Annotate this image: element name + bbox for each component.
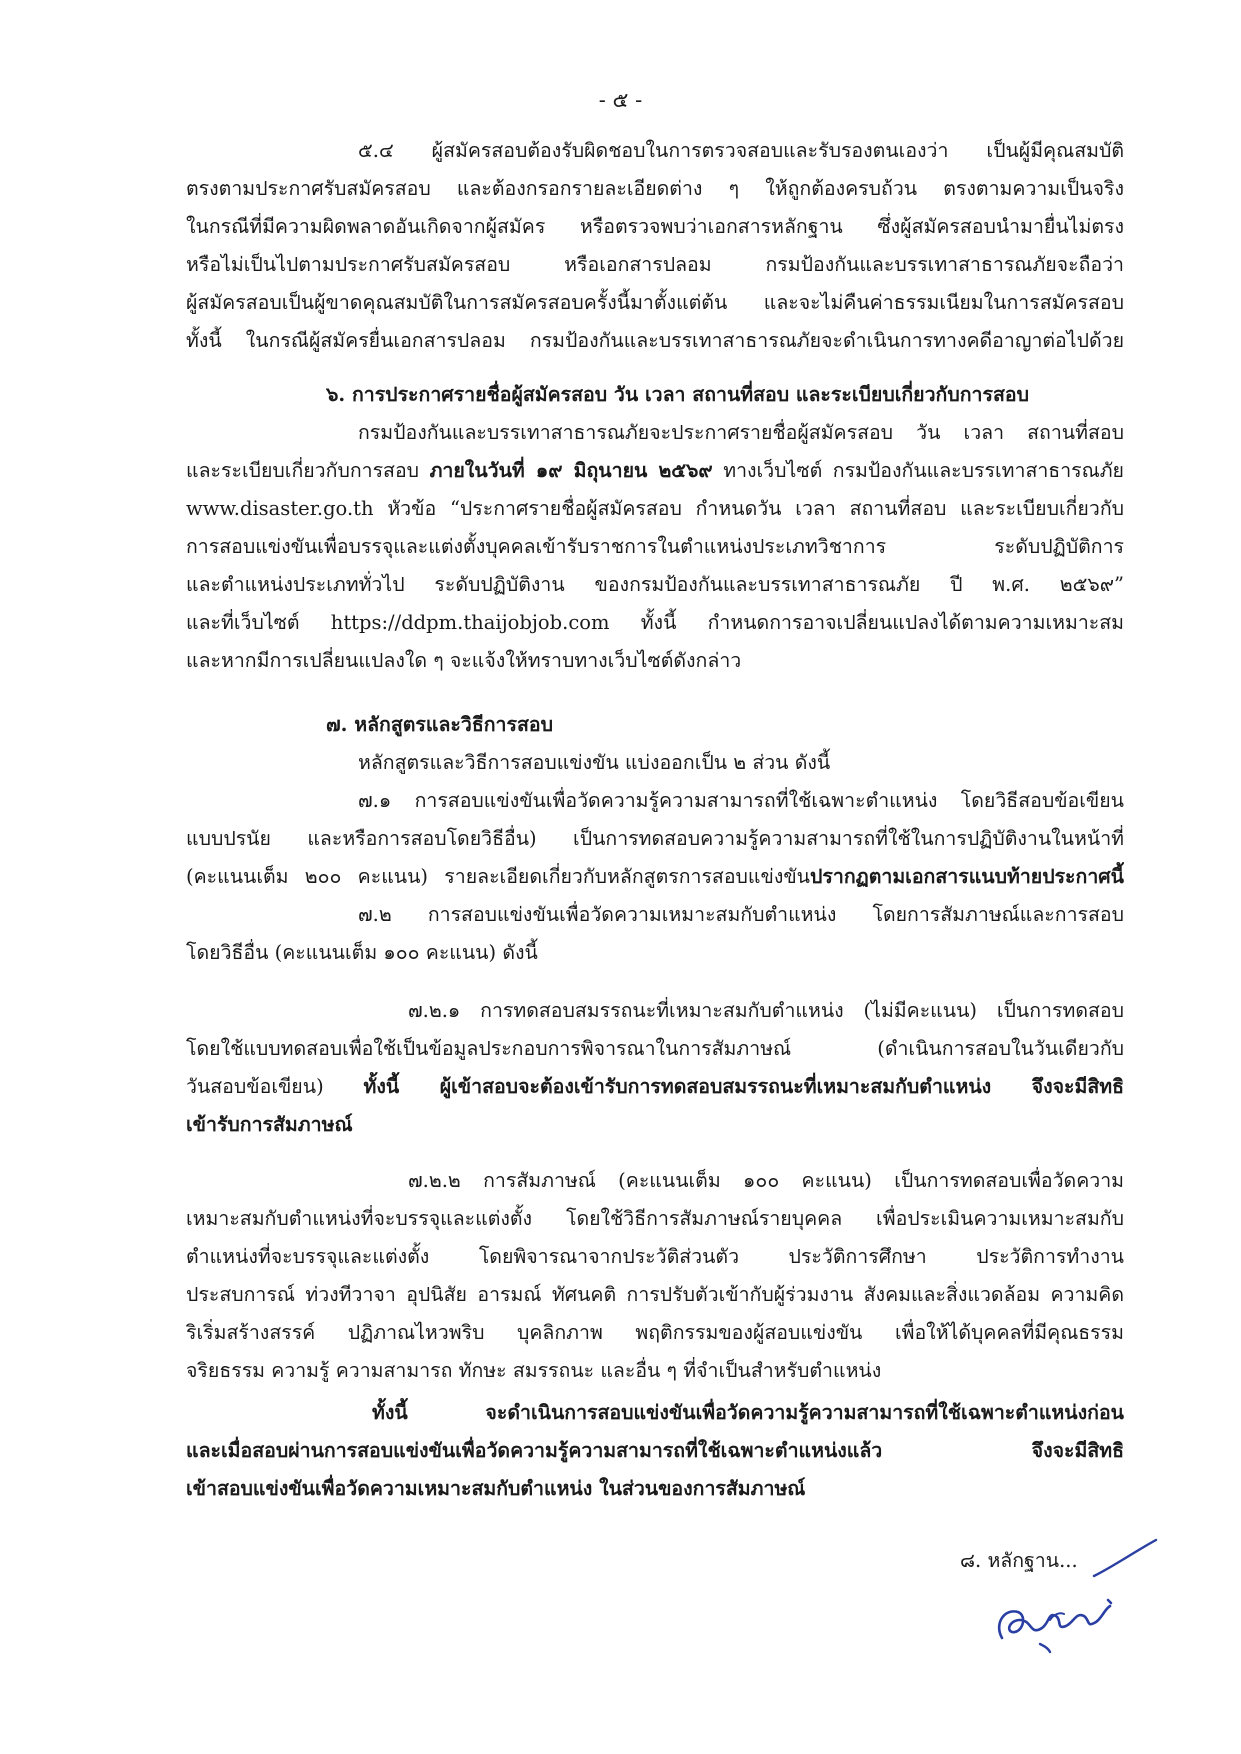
text-run: (คะแนนเต็ม ๒๐๐ คะแนน) รายละเอียดเกี่ยวกับหลักสูตรการสอบแข่งขัน — [186, 865, 811, 888]
handwritten-signature-icon — [990, 1586, 1120, 1656]
paragraph-line: การสอบแข่งขันเพื่อบรรจุและแต่งตั้งบุคคลเข้ารับราชการในตำแหน่งประเภทวิชาการ ระดับปฏิบัติการ — [186, 535, 1124, 558]
section-heading-6: ๖. การประกาศรายชื่อผู้สมัครสอบ วัน เวลา สถานที่สอบ และระเบียบเกี่ยวกับการสอบ — [326, 383, 1029, 406]
paragraph-line: ๗.๒.๒ การสัมภาษณ์ (คะแนนเต็ม ๑๐๐ คะแนน) เป็นการทดสอบเพื่อวัดความ — [408, 1169, 1124, 1192]
paragraph-line: ๕.๔ ผู้สมัครสอบต้องรับผิดชอบในการตรวจสอบและรับรองตนเองว่า เป็นผู้มีคุณสมบัติ — [358, 139, 1124, 162]
paragraph-line: ประสบการณ์ ท่วงทีวาจา อุปนิสัย อารมณ์ ทัศนคติ การปรับตัวเข้ากับผู้ร่วมงาน สังคมและสิ่งแวดล้อม ความคิด — [186, 1283, 1124, 1306]
paragraph-line: เข้ารับการสัมภาษณ์ — [186, 1113, 353, 1136]
announcement-date: ภายในวันที่ ๑๙ มิถุนายน ๒๕๖๙ — [429, 459, 713, 482]
text-run: และระเบียบเกี่ยวกับการสอบ — [186, 459, 420, 482]
bold-condition: ทั้งนี้ ผู้เข้าสอบจะต้องเข้ารับการทดสอบสมรรถนะที่เหมาะสมกับตำแหน่ง จึงจะมีสิทธิ — [363, 1075, 1124, 1098]
text-run: ทางเว็บไซต์ กรมป้องกันและบรรเทาสาธารณภัย — [723, 459, 1124, 482]
section-heading-7: ๗. หลักสูตรและวิธีการสอบ — [326, 713, 553, 736]
paragraph-line: เข้าสอบแข่งขันเพื่อวัดความเหมาะสมกับตำแหน่ง ในส่วนของการสัมภาษณ์ — [186, 1477, 806, 1500]
paragraph-line: ๗.๒.๑ การทดสอบสมรรถนะที่เหมาะสมกับตำแหน่ง (ไม่มีคะแนน) เป็นการทดสอบ — [408, 999, 1124, 1022]
attachment-reference: ปรากฏตามเอกสารแนบท้ายประกาศนี้ — [810, 865, 1124, 888]
paragraph-line: www.disaster.go.th หัวข้อ “ประกาศรายชื่อผู้สมัครสอบ กำหนดวัน เวลา สถานที่สอบ และระเบียบเกี่ยวกับ — [186, 497, 1124, 520]
paragraph-line: ผู้สมัครสอบเป็นผู้ขาดคุณสมบัติในการสมัครสอบครั้งนี้มาตั้งแต่ต้น และจะไม่คืนค่าธรรมเนียมในการสมัครสอบ — [186, 291, 1124, 314]
paragraph-line: ทั้งนี้ ในกรณีผู้สมัครยื่นเอกสารปลอม กรมป้องกันและบรรเทาสาธารณภัยจะดำเนินการทางคดีอาญาต่อไปด้วย — [186, 329, 1124, 352]
paragraph-line: แบบปรนัย และหรือการสอบโดยวิธีอื่น) เป็นการทดสอบความรู้ความสามารถที่ใช้ในการปฏิบัติงานในหน้าที่ — [186, 827, 1124, 850]
paragraph-line: และหากมีการเปลี่ยนแปลงใด ๆ จะแจ้งให้ทราบทางเว็บไซต์ดังกล่าว — [186, 649, 742, 672]
paragraph-line: หลักสูตรและวิธีการสอบแข่งขัน แบ่งออกเป็น ๒ ส่วน ดังนี้ — [358, 751, 831, 774]
paragraph-line: ๗.๑ การสอบแข่งขันเพื่อวัดความรู้ความสามารถที่ใช้เฉพาะตำแหน่ง โดยวิธีสอบข้อเขียน — [358, 789, 1124, 812]
paragraph-line: โดยใช้แบบทดสอบเพื่อใช้เป็นข้อมูลประกอบการพิจารณาในการสัมภาษณ์ (ดำเนินการสอบในวันเดียวกับ — [186, 1037, 1124, 1060]
paragraph-line: โดยวิธีอื่น (คะแนนเต็ม ๑๐๐ คะแนน) ดังนี้ — [186, 941, 538, 964]
paragraph-line: และเมื่อสอบผ่านการสอบแข่งขันเพื่อวัดความรู้ความสามารถที่ใช้เฉพาะตำแหน่งแล้ว จึงจะมีสิทธิ — [186, 1439, 1124, 1462]
text-run: วันสอบข้อเขียน) — [186, 1075, 324, 1098]
paragraph-line: หรือไม่เป็นไปตามประกาศรับสมัครสอบ หรือเอกสารปลอม กรมป้องกันและบรรเทาสาธารณภัยจะถือว่า — [186, 253, 1124, 276]
page-number: - ๕ - — [598, 88, 643, 112]
paragraph-line: เหมาะสมกับตำแหน่งที่จะบรรจุและแต่งตั้ง โดยใช้วิธีการสัมภาษณ์รายบุคคล เพื่อประเมินความเหมาะสมกับ — [186, 1207, 1124, 1230]
paragraph-line: และที่เว็บไซต์ https://ddpm.thaijobjob.com ทั้งนี้ กำหนดการอาจเปลี่ยนแปลงได้ตามความเหมาะสม — [186, 611, 1124, 634]
paragraph-line: ตำแหน่งที่จะบรรจุและแต่งตั้ง โดยพิจารณาจากประวัติส่วนตัว ประวัติการศึกษา ประวัติการทำงาน — [186, 1245, 1124, 1268]
paragraph-line: ๗.๒ การสอบแข่งขันเพื่อวัดความเหมาะสมกับตำแหน่ง โดยการสัมภาษณ์และการสอบ — [358, 903, 1124, 926]
paragraph-line: และตำแหน่งประเภททั่วไป ระดับปฏิบัติงาน ของกรมป้องกันและบรรเทาสาธารณภัย ปี พ.ศ. ๒๕๖๙” — [186, 573, 1124, 596]
paragraph-line: ทั้งนี้ จะดำเนินการสอบแข่งขันเพื่อวัดความรู้ความสามารถที่ใช้เฉพาะตำแหน่งก่อน — [372, 1401, 1124, 1424]
paragraph-line: ริเริ่มสร้างสรรค์ ปฏิภาณไหวพริบ บุคลิกภาพ พฤติกรรมของผู้สอบแข่งขัน เพื่อให้ได้บุคคลที่มีคุณธรรม — [186, 1321, 1124, 1344]
paragraph-line — [186, 1068, 1124, 1106]
paragraph-line: กรมป้องกันและบรรเทาสาธารณภัยจะประกาศรายชื่อผู้สมัครสอบ วัน เวลา สถานที่สอบ — [358, 421, 1124, 444]
continuation-marker: ๘. หลักฐาน... — [960, 1549, 1078, 1572]
paragraph-line: ตรงตามประกาศรับสมัครสอบ และต้องกรอกรายละเอียดต่าง ๆ ให้ถูกต้องครบถ้วน ตรงตามความเป็นจริง — [186, 177, 1124, 200]
paragraph-line — [186, 858, 1124, 896]
paragraph-line: จริยธรรม ความรู้ ความสามารถ ทักษะ สมรรถนะ และอื่น ๆ ที่จำเป็นสำหรับตำแหน่ง — [186, 1359, 882, 1382]
signature-flourish-icon — [1090, 1534, 1162, 1582]
paragraph-line: ในกรณีที่มีความผิดพลาดอันเกิดจากผู้สมัคร หรือตรวจพบว่าเอกสารหลักฐาน ซึ่งผู้สมัครสอบนำมายื่นไม่ตรง — [186, 215, 1124, 238]
paragraph-line — [186, 452, 1124, 490]
